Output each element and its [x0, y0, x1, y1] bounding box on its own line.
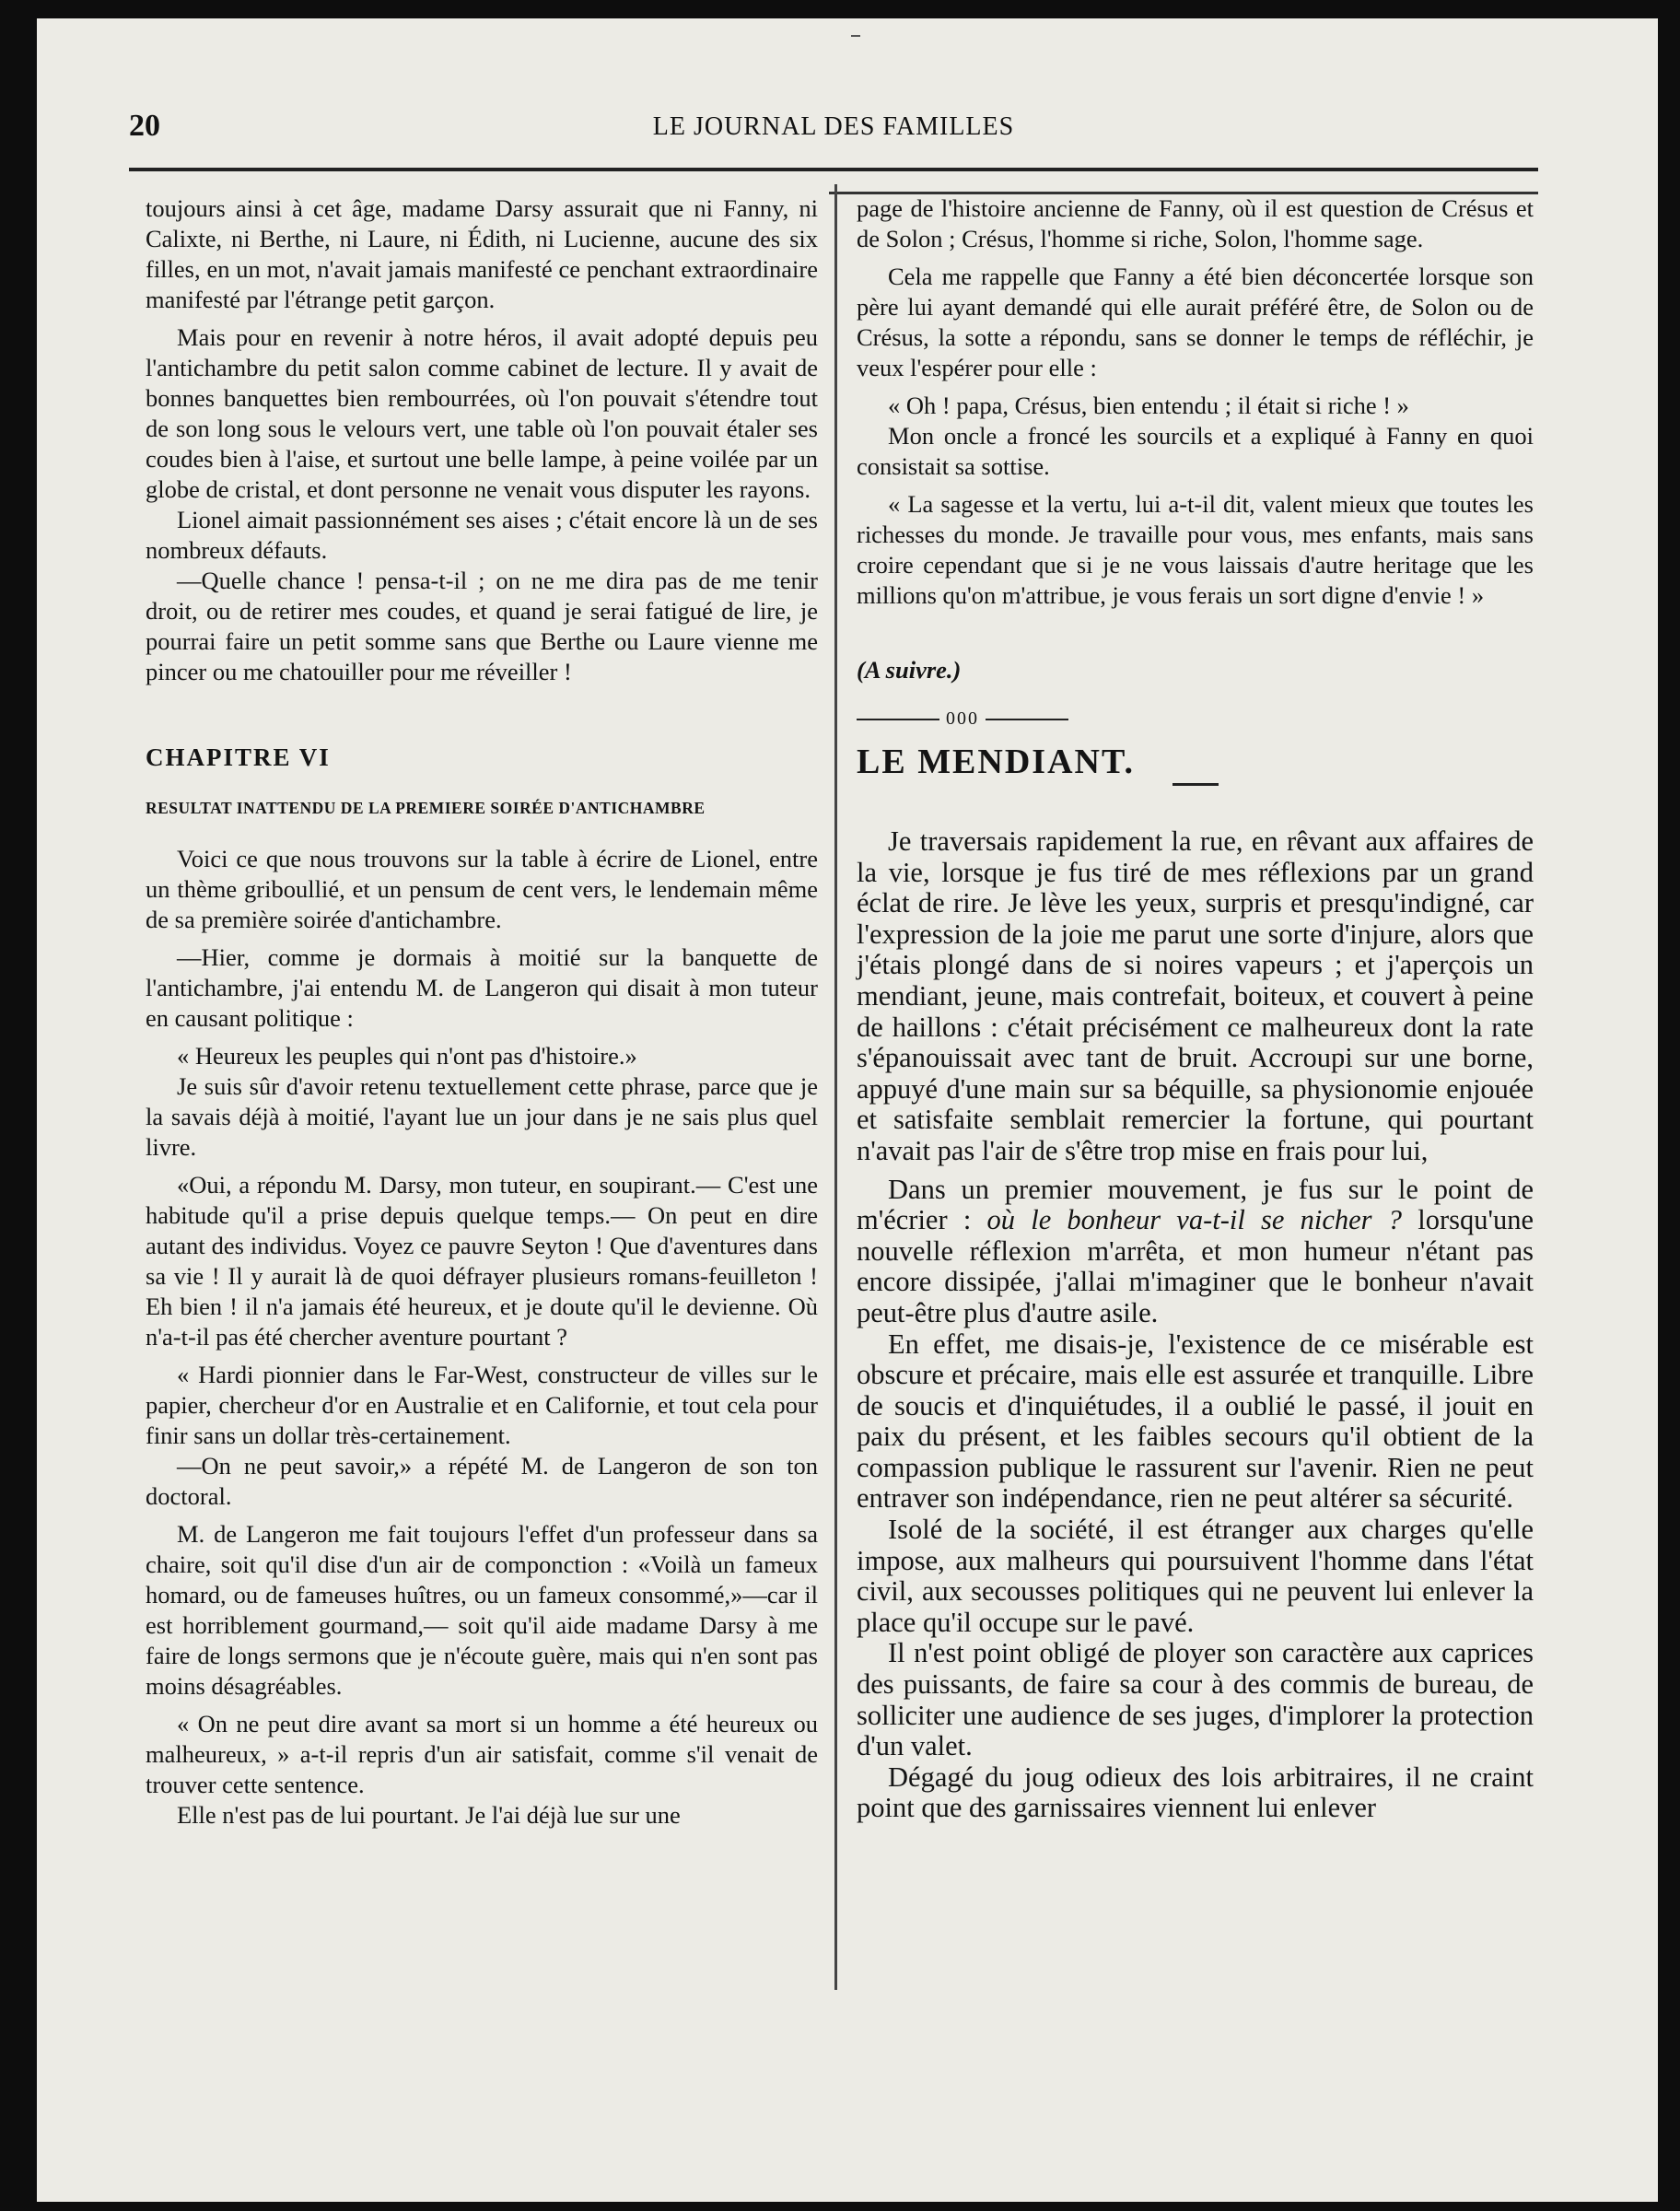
newspaper-page — [37, 18, 1658, 2202]
separator-mark: 000 — [946, 708, 979, 729]
emphasis: où le bonheur va-t-il se nicher ? — [986, 1204, 1403, 1236]
paragraph: Je traversais rapidement la rue, en rêvant aux affaires de la vie, lorsque je fus tiré de mes réflexions par un grand éclat de rire. Je lève les yeux, surpris et presqu'indigné, car l'expression de la joie me parut une sorte d'injure, alors que j'étais plongé dans de si noires vapeurs ; et j'aperçois un mendiant, jeune, mais contrefait, boiteux, et couvert à peine de haillons : c'était précisément ce malheureux dont la rate s'épanouissait avec tant de bruit. Accroupi sur une borne, appuyé d'une main sur sa béquille, sa physionomie enjouée et satisfaite semblait remercier la fortune, qui pourtant n'avait pas l'air de s'être trop mise en frais pour lui, — [857, 825, 1534, 1166]
paragraph — [857, 1175, 1534, 1329]
print-mark — [851, 35, 860, 37]
paragraph: « La sagesse et la vertu, lui a-t-il dit, valent mieux que toutes les richesses du monde. Je travaille pour vous, mes enfants, mais sans croire cependant que si je ne vous laissais d'autre heritage que les millions qu'on m'attribue, je vous ferais un sort digne d'envie ! » — [857, 490, 1534, 609]
paragraph: toujours ainsi à cet âge, madame Darsy assurait que ni Fanny, ni Calixte, ni Berthe, ni Laure, ni Édith, ni Lucienne, aucune des six filles, en un mot, n'avait jamais manifesté ce penchant extraordinaire manifesté par l'étrange petit garçon. — [146, 194, 818, 313]
article-title: LE MENDIANT. — [857, 743, 1135, 781]
paragraph: Lionel aimait passionnément ses aises ; c'était encore là un de ses nombreux défauts. — [146, 506, 818, 564]
paragraph: Mais pour en revenir à notre héros, il avait adopté depuis peu l'antichambre du petit salon comme cabinet de lecture. Il y avait de bonnes banquettes bien rembourrées, où l'on pouvait s'étendre tout de son long sous le velours vert, une table où l'on pouvait étaler ses coudes bien à l'aise, et surtout une belle lampe, à peine voilée par un globe de cristal, et dont personne ne venait vous disputer les rayons. — [146, 323, 818, 503]
chapter-heading: CHAPITRE VI — [146, 743, 331, 771]
paragraph: Voici ce que nous trouvons sur la table à écrire de Lionel, entre un thème griboullié, et un pensum de cent vers, le lendemain même de sa première soirée d'antichambre. — [146, 845, 818, 933]
paragraph: En effet, me disais-je, l'existence de ce misérable est obscure et précaire, mais elle est assurée et tranquille. Libre de soucis et d'inquiétudes, il a oublié le passé, il jouit en paix du présent, et les faibles secours qu'il obtient de la compassion publique le rassurent sur l'avenir. Rien ne peut entraver son indépendance, rien ne peut altérer sa sécurité. — [857, 1328, 1534, 1515]
separator-line — [986, 719, 1068, 720]
left-column — [146, 193, 818, 1831]
right-column — [857, 193, 1534, 1824]
page-number: 20 — [129, 109, 160, 143]
paragraph: « Heureux les peuples qui n'ont pas d'histoire.» — [177, 1042, 637, 1070]
paragraph: « Oh ! papa, Crésus, bien entendu ; il était si riche ! » — [888, 392, 1409, 419]
separator — [857, 704, 1534, 734]
paragraph: Il n'est point obligé de ployer son caractère aux caprices des puissants, de faire sa cour à des commis de bureau, de solliciter une audience de ses juges, d'implorer la protection d'un valet. — [857, 1637, 1534, 1762]
paragraph: —Quelle chance ! pensa-t-il ; on ne me dira pas de me tenir droit, ou de retirer mes coudes, et quand je serai fatigué de lire, je pourrai faire un petit somme sans que Berthe ou Laure vienne me pincer ou me chatouiller pour me réveiller ! — [146, 567, 818, 685]
paragraph: « Hardi pionnier dans le Far-West, constructeur de villes sur le papier, chercheur d'or en Australie et en Californie, et tout cela pour finir sans un dollar très-certainement. — [146, 1361, 818, 1449]
paragraph: Dégagé du joug odieux des lois arbitraires, il ne craint point que des garnissaires viennent lui enlever — [857, 1761, 1534, 1824]
paragraph: «Oui, a répondu M. Darsy, mon tuteur, en soupirant.— C'est une habitude qu'il a prise depuis quelque temps.— On peut en dire autant des individus. Voyez ce pauvre Seyton ! Que d'aventures dans sa vie ! Il y aurait là de quoi défrayer plusieurs romans-feuilleton ! Eh bien ! il n'a jamais été heureux, et je doute qu'il le devienne. Où n'a-t-il pas été chercher aventure pourtant ? — [146, 1171, 818, 1351]
to-be-continued: (A suivre.) — [857, 656, 962, 684]
title-underline — [1172, 783, 1219, 786]
paragraph: —Hier, comme je dormais à moitié sur la banquette de l'antichambre, j'ai entendu M. de Langeron qui disait à mon tuteur en causant politique : — [146, 943, 818, 1032]
column-divider — [834, 184, 837, 1990]
paragraph: Je suis sûr d'avoir retenu textuellement cette phrase, parce que je la savais déjà à moitié, l'ayant lue un jour dans je ne sais plus quel livre. — [146, 1072, 818, 1161]
text-run: Dans un premier mouvement, je fus sur le point de m'écrier : — [857, 1173, 1534, 1236]
page-header — [129, 109, 1538, 164]
paragraph: Cela me rappelle que Fanny a été bien déconcertée lorsque son père lui ayant demandé qui elle aurait préféré être, de Solon ou de Crésus, la sotte a répondu, sans se donner le temps de réfléchir, je veux l'espérer pour elle : — [857, 263, 1534, 381]
paragraph: Elle n'est pas de lui pourtant. Je l'ai déjà lue sur une — [177, 1801, 681, 1829]
header-rule — [129, 168, 1538, 171]
paragraph: Isolé de la société, il est étranger aux charges qu'elle impose, aux malheurs qui poursuivent l'homme dans l'état civil, aux secousses politiques qui ne peuvent lui enlever la place qu'il occupe sur le pavé. — [857, 1514, 1534, 1638]
paragraph: Mon oncle a froncé les sourcils et a expliqué à Fanny en quoi consistait sa sottise. — [857, 422, 1534, 480]
chapter-subtitle: RESULTAT INATTENDU DE LA PREMIERE SOIRÉE D'ANTICHAMBRE — [146, 799, 706, 817]
text-run: lorsqu'une nouvelle réflexion m'arrêta, et mon humeur n'étant pas encore dissipée, j'allai m'imaginer que le bonheur n'avait peut-être plus d'autre asile. — [857, 1204, 1534, 1328]
paragraph: —On ne peut savoir,» a répété M. de Langeron de son ton doctoral. — [146, 1452, 818, 1510]
journal-title: LE JOURNAL DES FAMILLES — [652, 112, 1015, 141]
paragraph: M. de Langeron me fait toujours l'effet d'un professeur dans sa chaire, soit qu'il dise d'un air de componction : «Voilà un fameux homard, ou de fameuses huîtres, ou un fameux consommé,»—car il est horriblement gourmand,— soit qu'il aide madame Darsy à me faire de longs sermons que je n'écoute guère, mais qui n'en sont pas moins désagréables. — [146, 1520, 818, 1700]
paragraph: page de l'histoire ancienne de Fanny, où il est question de Crésus et de Solon ; Crésus, l'homme si riche, Solon, l'homme sage. — [857, 194, 1534, 252]
paragraph: « On ne peut dire avant sa mort si un homme a été heureux ou malheureux, » a-t-il repris d'un air satisfait, comme s'il venait de trouver cette sentence. — [146, 1710, 818, 1798]
separator-line — [857, 719, 939, 720]
